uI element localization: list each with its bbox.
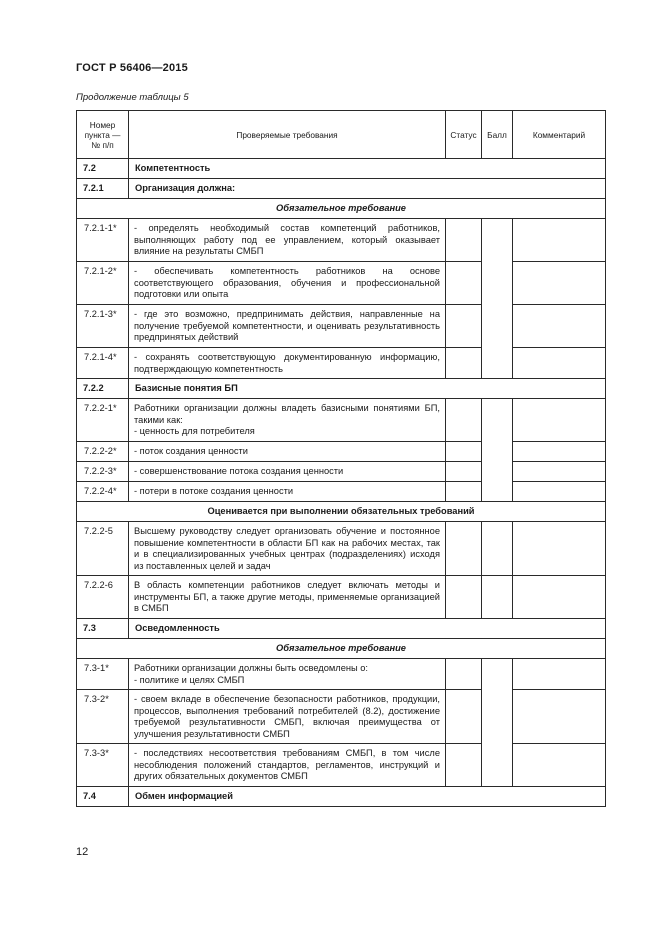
status-cell bbox=[446, 442, 482, 462]
comment-cell bbox=[513, 399, 606, 442]
comment-cell bbox=[513, 219, 606, 262]
comment-cell bbox=[513, 305, 606, 348]
row-number: 7.2.2-2* bbox=[77, 442, 129, 462]
requirements-table bbox=[76, 110, 606, 807]
requirement-type-label: Оценивается при выполнении обязательных требований bbox=[77, 502, 606, 522]
requirement-text: - обеспечивать компетентность работников на основе соответствующего образования, обучения и профессиональной подготовки или опыта bbox=[129, 262, 446, 305]
score-cell bbox=[482, 522, 513, 576]
section-title: Осведомленность bbox=[129, 619, 606, 639]
status-cell bbox=[446, 659, 482, 690]
row-number: 7.3 bbox=[77, 619, 129, 639]
table-row bbox=[77, 659, 606, 690]
table-row-section bbox=[77, 179, 606, 199]
document-title: ГОСТ Р 56406—2015 bbox=[76, 62, 188, 74]
status-cell bbox=[446, 262, 482, 305]
comment-cell bbox=[513, 348, 606, 379]
comment-cell bbox=[513, 442, 606, 462]
status-cell bbox=[446, 348, 482, 379]
row-number: 7.3-2* bbox=[77, 690, 129, 744]
row-number: 7.2.2-6 bbox=[77, 576, 129, 619]
status-cell bbox=[446, 522, 482, 576]
status-cell bbox=[446, 399, 482, 442]
row-number: 7.2.2-4* bbox=[77, 482, 129, 502]
table-row-section bbox=[77, 619, 606, 639]
requirement-text: - последствиях несоответствия требованиям СМБП, в том числе несоблюдения положений стандартов, регламентов, инструкций и других обязательных документов СМБП bbox=[129, 744, 446, 787]
status-cell bbox=[446, 576, 482, 619]
table-row bbox=[77, 219, 606, 262]
score-cell bbox=[482, 659, 513, 787]
table-row bbox=[77, 744, 606, 787]
table-row bbox=[77, 576, 606, 619]
requirement-text: - своем вкладе в обеспечение безопасности работников, продукции, процессов, выполнения требований потребителей (8.2), достижение требуемой результативности СМБП, включая преимущества от улучшения результативности СМБП bbox=[129, 690, 446, 744]
status-cell bbox=[446, 690, 482, 744]
comment-cell bbox=[513, 576, 606, 619]
table-row bbox=[77, 399, 606, 442]
comment-cell bbox=[513, 744, 606, 787]
row-number: 7.2.1-4* bbox=[77, 348, 129, 379]
table-row-section bbox=[77, 787, 606, 807]
status-cell bbox=[446, 305, 482, 348]
requirement-type-label: Обязательное требование bbox=[77, 199, 606, 219]
table-header-row bbox=[77, 111, 606, 159]
requirement-text: - поток создания ценности bbox=[129, 442, 446, 462]
page-number: 12 bbox=[76, 846, 89, 858]
status-cell bbox=[446, 744, 482, 787]
section-title: Организация должна: bbox=[129, 179, 606, 199]
row-number: 7.2.2-5 bbox=[77, 522, 129, 576]
requirement-text: Работники организации должны быть осведомлены о: - политике и целях СМБП bbox=[129, 659, 446, 690]
row-number: 7.2.1-1* bbox=[77, 219, 129, 262]
table-row-subheading bbox=[77, 199, 606, 219]
comment-cell bbox=[513, 659, 606, 690]
table-row bbox=[77, 442, 606, 462]
table-row bbox=[77, 482, 606, 502]
requirement-text: - где это возможно, предпринимать действия, направленные на получение требуемой компетентности, и оценивать результативность предпринятых действий bbox=[129, 305, 446, 348]
column-header-number: Номер пункта — № п/п bbox=[77, 111, 129, 159]
comment-cell bbox=[513, 522, 606, 576]
requirement-text: В область компетенции работников следует включать методы и инструменты БП, а также другие методы, применяемые организацией в СМБП bbox=[129, 576, 446, 619]
row-number: 7.2.1-3* bbox=[77, 305, 129, 348]
table-row-section bbox=[77, 159, 606, 179]
row-number: 7.2.2-3* bbox=[77, 462, 129, 482]
table-row bbox=[77, 305, 606, 348]
status-cell bbox=[446, 482, 482, 502]
status-cell bbox=[446, 219, 482, 262]
table-row-section bbox=[77, 379, 606, 399]
table-row bbox=[77, 462, 606, 482]
comment-cell bbox=[513, 462, 606, 482]
comment-cell bbox=[513, 482, 606, 502]
section-title: Компетентность bbox=[129, 159, 606, 179]
row-number: 7.2.1 bbox=[77, 179, 129, 199]
table-row bbox=[77, 522, 606, 576]
comment-cell bbox=[513, 690, 606, 744]
requirement-text: - потери в потоке создания ценности bbox=[129, 482, 446, 502]
table-row-subheading bbox=[77, 502, 606, 522]
table-row bbox=[77, 262, 606, 305]
comment-cell bbox=[513, 262, 606, 305]
table-row bbox=[77, 348, 606, 379]
table-continuation-label: Продолжение таблицы 5 bbox=[76, 92, 189, 103]
row-number: 7.2.1-2* bbox=[77, 262, 129, 305]
row-number: 7.2.2-1* bbox=[77, 399, 129, 442]
score-cell bbox=[482, 399, 513, 502]
section-title: Обмен информацией bbox=[129, 787, 606, 807]
requirement-text: - сохранять соответствующую документированную информацию, подтверждающую компетентность bbox=[129, 348, 446, 379]
column-header-score: Балл bbox=[482, 111, 513, 159]
row-number: 7.2.2 bbox=[77, 379, 129, 399]
row-number: 7.2 bbox=[77, 159, 129, 179]
row-number: 7.3-1* bbox=[77, 659, 129, 690]
requirement-text: Работники организации должны владеть базисными понятиями БП, такими как: - ценность для потребителя bbox=[129, 399, 446, 442]
requirement-text: Высшему руководству следует организовать обучение и постоянное повышение компетентности в области БП как на рабочих местах, так и в специализированных учебных центрах (подразделениях) исходя из поставленных целей и задач bbox=[129, 522, 446, 576]
requirement-type-label: Обязательное требование bbox=[77, 639, 606, 659]
score-cell bbox=[482, 576, 513, 619]
column-header-status: Статус bbox=[446, 111, 482, 159]
section-title: Базисные понятия БП bbox=[129, 379, 606, 399]
status-cell bbox=[446, 462, 482, 482]
column-header-comment: Комментарий bbox=[513, 111, 606, 159]
requirement-text: - совершенствование потока создания ценности bbox=[129, 462, 446, 482]
row-number: 7.3-3* bbox=[77, 744, 129, 787]
table-row bbox=[77, 690, 606, 744]
row-number: 7.4 bbox=[77, 787, 129, 807]
score-cell bbox=[482, 219, 513, 379]
table-row-subheading bbox=[77, 639, 606, 659]
requirement-text: - определять необходимый состав компетенций работников, выполняющих работу под ее управлением, который оказывает влияние на результаты СМБП bbox=[129, 219, 446, 262]
column-header-requirement: Проверяемые требования bbox=[129, 111, 446, 159]
